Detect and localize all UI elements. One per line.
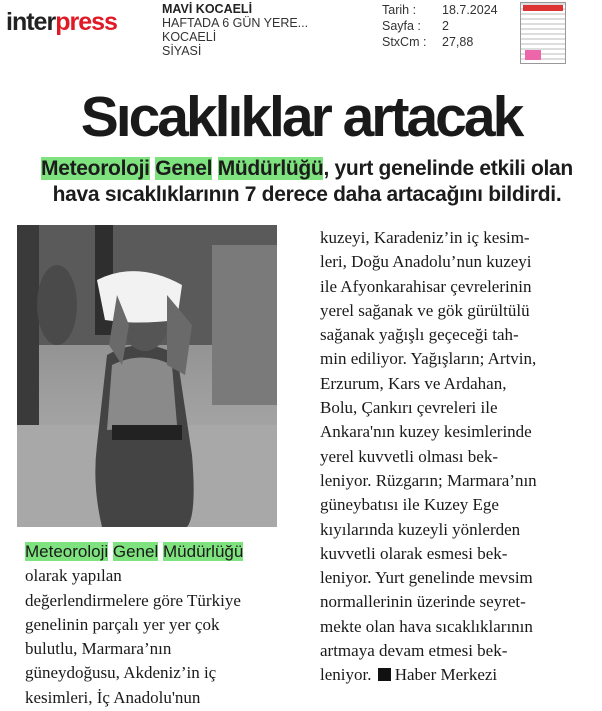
meta-date: Tarih : 18.7.2024: [382, 3, 498, 17]
byline: Haber Merkezi: [394, 665, 498, 685]
clipping-meta: [382, 2, 498, 50]
publication-category: SİYASİ: [162, 44, 202, 58]
interpress-logo: interpress: [6, 8, 117, 36]
page-thumbnail[interactable]: [520, 2, 566, 64]
publication-info: [162, 2, 308, 58]
meta-page: Sayfa : 2: [382, 19, 449, 33]
publication-city: KOCAELİ: [162, 30, 217, 44]
article-photo: [17, 225, 277, 527]
publication-frequency: HAFTADA 6 GÜN YERE...: [162, 16, 309, 30]
article-left-column: Meteoroloji Genel Müdürlüğü olarak yapılan değerlendirmelere göre Türkiye genelinin parçalı yer yer çok bulutlu, Marmara’nın güneydoğusu, Akdeniz’in iç kesimleri, İç Anadolu'nun: [25, 540, 305, 710]
article-right-column: kuzeyi, Karadeniz’in iç kesim- leri, Doğu Anadolu’nun kuzeyi ile Afyonkarahisar çevrelerinin yerel sağanak ve gök gürültülü sağanak yağışlı geçeceği tah- min ediliyor. Yağışların; Artvin, Erzurum, Kars ve Ardahan, Bolu, Çankırı çevreleri ile Ankara'nın kuzey kesimlerinde yerel kuvvetli olması bek- leniyor. Rüzgarın; Marmara’nın güneybatısı ile Kuzey Ege kıyılarında kuzeyli yönlerden kuvvetli olarak esmesi bek- leniyor. Yurt genelinde mevsim normallerinin üzerinde seyret- mekte olan hava sıcaklıklarının artmaya devam etmesi bek- leniyor. Haber Merkezi: [320, 226, 596, 688]
left-column-lead: Meteoroloji Genel Müdürlüğü: [25, 542, 244, 561]
end-square-icon: [378, 668, 391, 681]
article-deck: Meteoroloji Genel Müdürlüğü, yurt genelinde etkili olan hava sıcaklıklarının 7 derece daha artacağını bildirdi.: [41, 157, 573, 206]
clipping-header: [0, 0, 602, 68]
article-headline: Sıcaklıklar artacak: [80, 85, 522, 149]
byline-line: leniyor. Haber Merkezi: [320, 665, 498, 685]
publication-name: MAVİ KOCAELİ: [162, 2, 253, 16]
meta-stxcm: StxCm : 27,88: [382, 35, 474, 49]
